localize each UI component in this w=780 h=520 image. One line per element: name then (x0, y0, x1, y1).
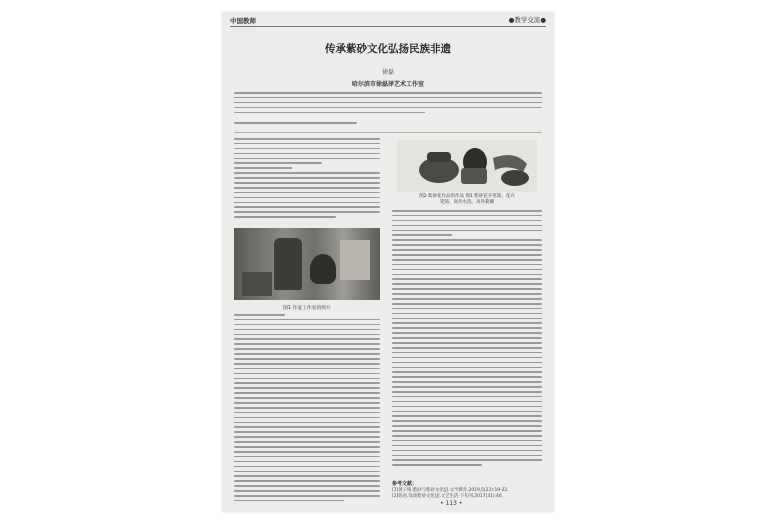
abstract-divider (234, 132, 542, 133)
left-column-bottom (234, 314, 380, 505)
references-list (392, 488, 509, 500)
section-label: ●教学交流● (508, 16, 546, 24)
article-title: 传承紫砂文化弘扬民族非遗 (325, 43, 451, 55)
figure2-caption: 图2 紫砂花作品的作品 图1 紫砂花卉笔筒、花卉 笔筒、高外水洗、高外菊瓣 (419, 194, 515, 205)
references-title: 参考文献： (392, 481, 418, 487)
header-rule (230, 26, 546, 27)
right-column-body (392, 210, 542, 469)
left-column-top (234, 138, 380, 221)
page-number: • 113 • (440, 500, 463, 507)
reference-item: [1]黄子格.紫砂与紫砂文化[J].文学教育,2019,5(22):19-22. (392, 488, 509, 493)
reference-item: [2]陈君.浅谈紫砂文化[J].文艺生活·下旬刊,2017(31):46. (392, 494, 504, 499)
teapot-figure (397, 140, 537, 192)
article-author: 徐磊 (381, 69, 394, 76)
journal-name: 中国教师 (230, 17, 256, 25)
figure1-caption: 图1 作壶工作室的照片 (283, 306, 331, 311)
journal-page (222, 12, 554, 512)
abstract-block (234, 92, 542, 116)
workshop-photo (234, 228, 380, 300)
keywords-line (234, 122, 542, 127)
article-affiliation: 哈尔滨市徐磊泽艺术工作室 (351, 81, 424, 88)
